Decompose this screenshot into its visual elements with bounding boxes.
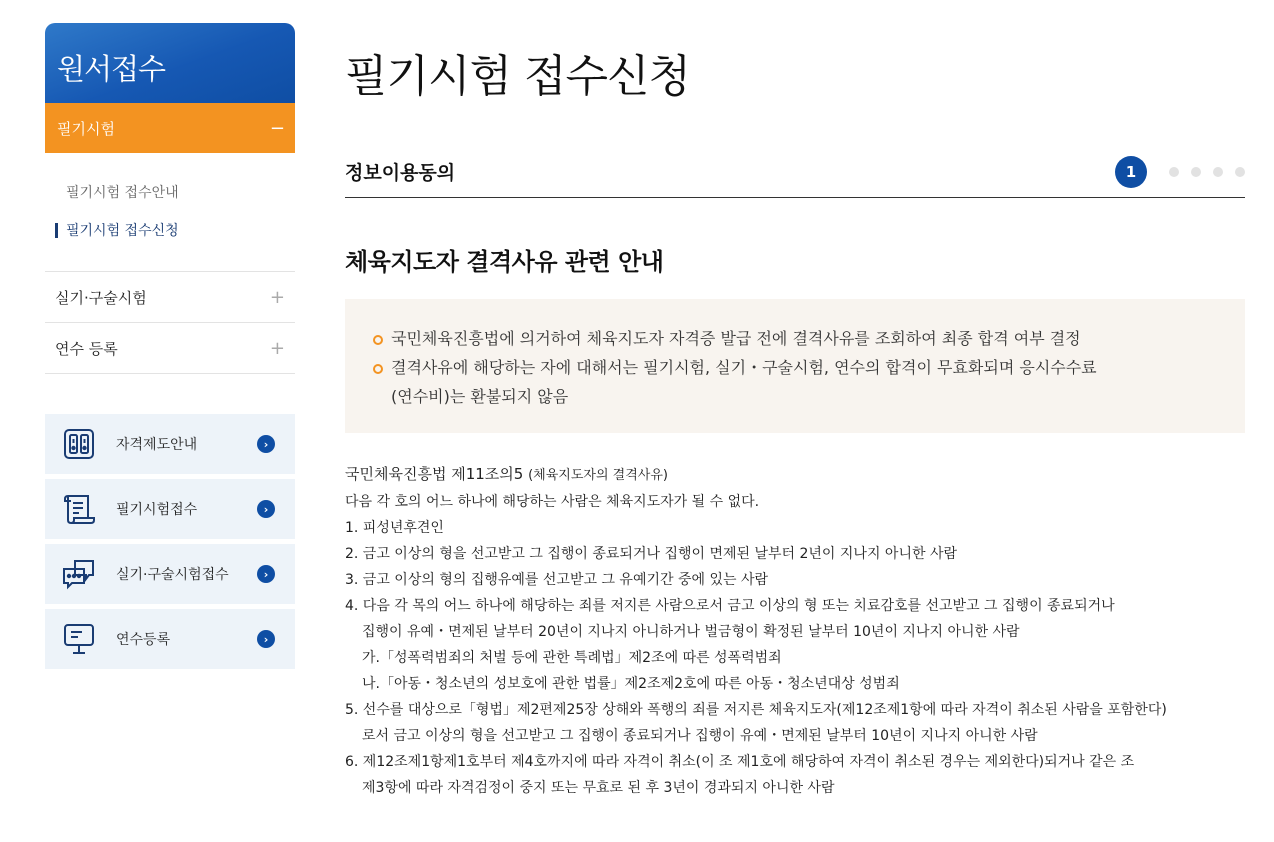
sidebar-item-practical-exam[interactable] xyxy=(45,272,295,323)
step-dot xyxy=(1169,167,1179,177)
quick-link-qualification-info[interactable] xyxy=(45,414,295,474)
expand-icon[interactable]: + xyxy=(269,337,285,359)
notice-item-continuation: (연수비)는 환불되지 않음 xyxy=(391,387,569,406)
notice-box xyxy=(345,299,1245,433)
sidebar-title: 원서접수 xyxy=(45,23,295,103)
current-indicator xyxy=(55,223,58,238)
law-title-main: 국민체육진흥법 제11조의5 xyxy=(345,465,524,483)
sidebar-item-label: 실기·구술시험 xyxy=(55,288,147,307)
law-text xyxy=(345,461,1245,801)
section-title: 정보이용동의 xyxy=(345,162,456,184)
chat-bubbles-icon xyxy=(61,556,97,592)
page-title: 필기시험 접수신청 xyxy=(345,51,691,102)
step-dot xyxy=(1235,167,1245,177)
law-subitem: 나.「아동・청소년의 성보호에 관한 법률」제2조제2호에 따른 아동・청소년대상 성범죄 xyxy=(362,676,900,692)
submenu-item-guide[interactable] xyxy=(45,173,295,211)
sidebar-item-training-registration[interactable] xyxy=(45,323,295,374)
law-item: 6. 제12조제1항제1호부터 제4호까지에 따라 자격이 취소(이 조 제1호에 해당하여 자격이 취소된 경우는 제외한다)되거나 같은 조 xyxy=(345,754,1135,770)
document-card-icon xyxy=(61,426,97,462)
quick-links xyxy=(45,414,295,669)
sidebar-item-label: 필기시험 xyxy=(57,119,115,138)
quick-link-label: 실기·구술시험접수 xyxy=(116,567,229,583)
submenu-item-apply[interactable] xyxy=(45,211,295,249)
notice-title: 체육지도자 결격사유 관련 안내 xyxy=(345,248,664,276)
sidebar-item-written-exam[interactable] xyxy=(45,103,295,153)
monitor-icon xyxy=(61,621,97,657)
collapse-icon[interactable]: − xyxy=(269,117,285,139)
submenu-item-label: 필기시험 접수신청 xyxy=(66,223,179,239)
law-item: 5. 선수를 대상으로「형법」제2편제25장 상해와 폭행의 죄를 저지른 체육지도자(제12조제1항에 따라 자격이 취소된 사람을 포함한다) xyxy=(345,702,1167,718)
notice-item-text: 결격사유에 해당하는 자에 대해서는 필기시험, 실기・구술시험, 연수의 합격이 무효화되며 응시수수료 xyxy=(391,358,1097,377)
quick-link-label: 자격제도안내 xyxy=(116,437,198,453)
submenu xyxy=(45,153,295,272)
arrow-right-icon[interactable]: › xyxy=(257,435,275,453)
submenu-item-label: 필기시험 접수안내 xyxy=(66,185,179,201)
current-step: 1 xyxy=(1115,156,1147,188)
quick-link-training[interactable] xyxy=(45,609,295,669)
law-item-continuation: 제3항에 따라 자격검정이 중지 또는 무효로 된 후 3년이 경과되지 아니한 사람 xyxy=(362,780,835,796)
scroll-icon xyxy=(61,491,97,527)
law-item: 1. 피성년후견인 xyxy=(345,520,444,536)
law-item-continuation: 로서 금고 이상의 형을 선고받고 그 집행이 종료되거나 집행이 유예・면제된 날부터 10년이 지나지 아니한 사람 xyxy=(362,728,1038,744)
main-content xyxy=(345,40,1245,801)
expand-icon[interactable]: + xyxy=(269,286,285,308)
law-title xyxy=(345,461,1245,489)
quick-link-written-apply[interactable] xyxy=(45,479,295,539)
law-item: 4. 다음 각 목의 어느 하나에 해당하는 죄를 저지른 사람으로서 금고 이상의 형 또는 치료감호를 선고받고 그 집행이 종료되거나 xyxy=(345,598,1115,614)
quick-link-label: 연수등록 xyxy=(116,632,171,648)
quick-link-practical-apply[interactable] xyxy=(45,544,295,604)
arrow-right-icon[interactable]: › xyxy=(257,500,275,518)
arrow-right-icon[interactable]: › xyxy=(257,565,275,583)
step-dot xyxy=(1213,167,1223,177)
sidebar xyxy=(45,23,295,674)
law-item: 3. 금고 이상의 형의 집행유예를 선고받고 그 유예기간 중에 있는 사람 xyxy=(345,572,769,588)
law-item: 2. 금고 이상의 형을 선고받고 그 집행이 종료되거나 집행이 면제된 날부터 2년이 지나지 아니한 사람 xyxy=(345,546,958,562)
law-intro: 다음 각 호의 어느 하나에 해당하는 사람은 체육지도자가 될 수 없다. xyxy=(345,494,760,510)
notice-item: 국민체육진흥법에 의거하여 체육지도자 자격증 발급 전에 결격사유를 조회하여 최종 합격 여부 결정 xyxy=(373,324,1215,353)
sidebar-item-label: 연수 등록 xyxy=(55,339,118,358)
law-subitem: 가.「성폭력범죄의 처벌 등에 관한 특례법」제2조에 따른 성폭력범죄 xyxy=(362,650,782,666)
section-header xyxy=(345,146,1245,198)
quick-link-label: 필기시험접수 xyxy=(116,502,198,518)
step-indicator xyxy=(1115,156,1245,188)
law-title-sub: (체육지도자의 결격사유) xyxy=(528,468,668,483)
notice-item xyxy=(373,353,1215,411)
law-item-continuation: 집행이 유예・면제된 날부터 20년이 지나지 아니하거나 벌금형이 확정된 날부터 10년이 지나지 아니한 사람 xyxy=(362,624,1020,640)
step-dot xyxy=(1191,167,1201,177)
arrow-right-icon[interactable]: › xyxy=(257,630,275,648)
